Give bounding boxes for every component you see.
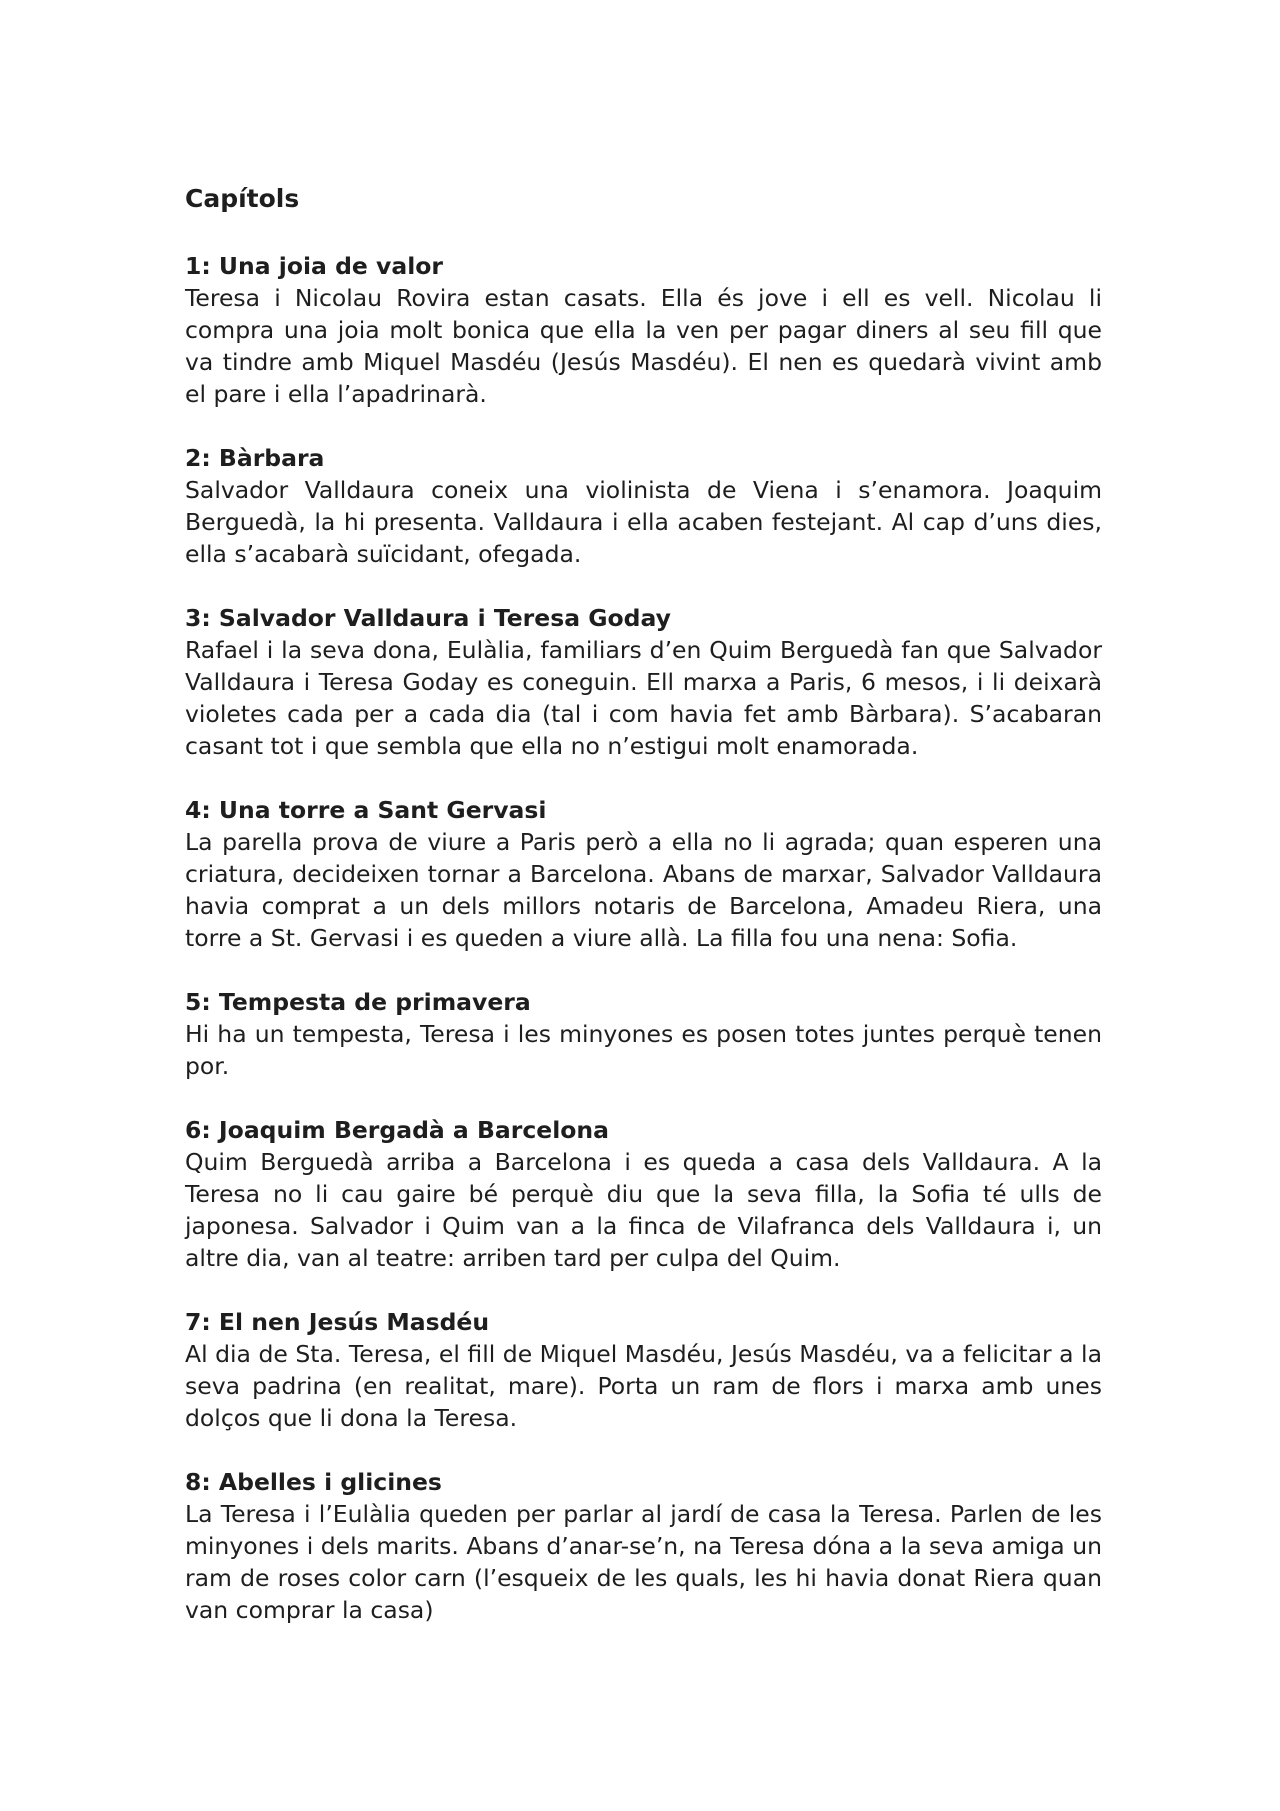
chapter-text: Hi ha un tempesta, Teresa i les minyones es posen totes juntes perquè tenen por. (185, 1020, 1102, 1080)
chapter-heading: 3: Salvador Valldaura i Teresa Goday (185, 604, 671, 632)
chapter-heading: 4: Una torre a Sant Gervasi (185, 796, 547, 824)
chapter-3 (185, 602, 1102, 762)
chapter-text: La parella prova de viure a Paris però a ella no li agrada; quan esperen una criatura, decideixen tornar a Barcelona. Abans de marxar, Salvador Valldaura havia comprat a un dels millors notaris de Barcelona, Amadeu Riera, una torre a St. Gervasi i es queden a viure allà. La filla fou una nena: Sofia. (185, 828, 1102, 952)
chapter-6 (185, 1114, 1102, 1274)
document-page (185, 178, 1102, 1658)
chapter-5 (185, 986, 1102, 1082)
chapter-heading: 5: Tempesta de primavera (185, 988, 531, 1016)
chapter-text: Quim Berguedà arriba a Barcelona i es queda a casa dels Valldaura. A la Teresa no li cau gaire bé perquè diu que la seva filla, la Sofia té ulls de japonesa. Salvador i Quim van a la finca de Vilafranca dels Valldaura i, un altre dia, van al teatre: arriben tard per culpa del Quim. (185, 1148, 1102, 1272)
chapter-heading: 2: Bàrbara (185, 444, 325, 472)
chapter-heading: 6: Joaquim Bergadà a Barcelona (185, 1116, 609, 1144)
chapter-heading: 1: Una joia de valor (185, 252, 443, 280)
page-title: Capítols (185, 184, 300, 213)
chapter-8 (185, 1466, 1102, 1626)
chapter-text: Al dia de Sta. Teresa, el fill de Miquel Masdéu, Jesús Masdéu, va a felicitar a la seva padrina (en realitat, mare). Porta un ram de flors i marxa amb unes dolços que li dona la Teresa. (185, 1340, 1102, 1432)
chapter-7 (185, 1306, 1102, 1434)
chapter-heading: 7: El nen Jesús Masdéu (185, 1308, 490, 1336)
chapter-2 (185, 442, 1102, 570)
chapter-4 (185, 794, 1102, 954)
chapter-text: Salvador Valldaura coneix una violinista de Viena i s’enamora. Joaquim Berguedà, la hi presenta. Valldaura i ella acaben festejant. Al cap d’uns dies, ella s’acabarà suïcidant, ofegada. (185, 476, 1102, 568)
chapter-text: Rafael i la seva dona, Eulàlia, familiars d’en Quim Berguedà fan que Salvador Valldaura i Teresa Goday es coneguin. Ell marxa a Paris, 6 mesos, i li deixarà violetes cada per a cada dia (tal i com havia fet amb Bàrbara). S’acabaran casant tot i que sembla que ella no n’estigui molt enamorada. (185, 636, 1102, 760)
chapter-heading: 8: Abelles i glicines (185, 1468, 442, 1496)
chapter-text: La Teresa i l’Eulàlia queden per parlar al jardí de casa la Teresa. Parlen de les minyones i dels marits. Abans d’anar-se’n, na Teresa dóna a la seva amiga un ram de roses color carn (l’esqueix de les quals, les hi havia donat Riera quan van comprar la casa) (185, 1500, 1102, 1624)
chapter-text: Teresa i Nicolau Rovira estan casats. Ella és jove i ell es vell. Nicolau li compra una joia molt bonica que ella la ven per pagar diners al seu fill que va tindre amb Miquel Masdéu (Jesús Masdéu). El nen es quedarà vivint amb el pare i ella l’apadrinarà. (185, 284, 1102, 408)
chapter-1 (185, 250, 1102, 410)
